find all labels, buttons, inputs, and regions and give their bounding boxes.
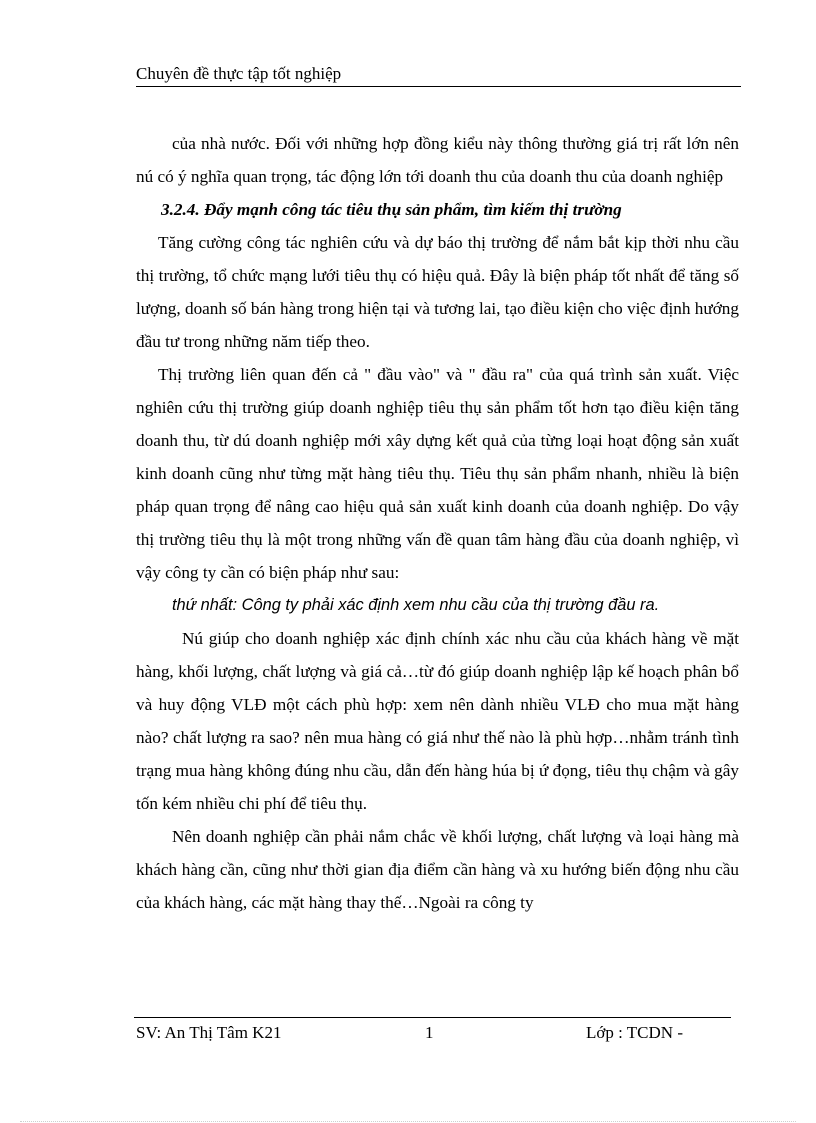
section-heading: 3.2.4. Đẩy mạnh công tác tiêu thụ sản phẩm, tìm kiếm thị trường — [161, 200, 622, 219]
header-title: Chuyên đề thực tập tốt nghiệp — [136, 64, 342, 83]
paragraph-continuation: của nhà nước. Đối với những hợp đồng kiểu này thông thường giá trị rất lớn nên nú có ý nghĩa quan trọng, tác động lớn tới doanh thu của doanh thu của doanh nghiệp — [136, 134, 739, 186]
page-header — [136, 64, 741, 87]
page-bottom-border — [20, 1121, 796, 1122]
paragraph-market-research: Tăng cường công tác nghiên cứu và dự báo thị trường để nắm bắt kịp thời nhu cầu thị trường, tổ chức mạng lưới tiêu thụ có hiệu quả. Đây là biện pháp tốt nhất để tăng số lượng, doanh số bán hàng trong hiện tại và tương lai, tạo điều kiện cho việc định hướng đầu tư trong những năm tiếp theo. — [136, 233, 739, 351]
footer-student: SV: An Thị Tâm K21 — [136, 1023, 282, 1042]
paragraph-market-relation: Thị trường liên quan đến cả " đầu vào" và " đầu ra" của quá trình sản xuất. Việc nghiên cứu thị trường giúp doanh nghiệp tiêu thụ sản phẩm tốt hơn tạo điều kiện tăng doanh thu, từ dú doanh nghiệp mới xây dựng kết quả của từng loại hoạt động sản xuất kinh doanh cũng như từng mặt hàng tiêu thụ. Tiêu thụ sản phẩm nhanh, nhiều là biện pháp quan trọng để nâng cao hiệu quả sản xuất kinh doanh của doanh nghiệp. Do vậy thị trường tiêu thụ là một trong những vấn đề quan tâm hàng đầu của doanh nghiệp, vì vậy công ty cần có biện pháp như sau: — [136, 365, 739, 582]
footer-divider — [134, 1017, 731, 1018]
footer-class: Lớp : TCDN - — [586, 1023, 683, 1042]
paragraph-customer-demand: Nú giúp cho doanh nghiệp xác định chính xác nhu cầu của khách hàng về mặt hàng, khối lượng, chất lượng và giá cả…từ đó giúp doanh nghiệp lập kế hoạch phân bổ và huy động VLĐ một cách phù hợp: xem nên dành nhiều VLĐ cho mua mặt hàng nào? chất lượng ra sao? nên mua hàng có giá như thế nào là phù hợp…nhằm tránh tình trạng mua hàng không đúng nhu cầu, dẫn đến hàng húa bị ứ đọng, tiêu thụ chậm và gây tốn kém nhiều chi phí để tiêu thụ. — [136, 629, 739, 813]
document-body — [136, 127, 739, 919]
footer-page-number: 1 — [425, 1023, 434, 1042]
italic-first-point: thứ nhất: Công ty phải xác định xem nhu cầu của thị trường đầu ra. — [172, 596, 660, 614]
paragraph-company-grasp: Nên doanh nghiệp cần phải nắm chắc về khối lượng, chất lượng và loại hàng mà khách hàng cần, cũng như thời gian địa điểm cần hàng và xu hướng biến động nhu cầu của khách hàng, các mặt hàng thay thế…Ngoài ra công ty — [136, 827, 739, 912]
